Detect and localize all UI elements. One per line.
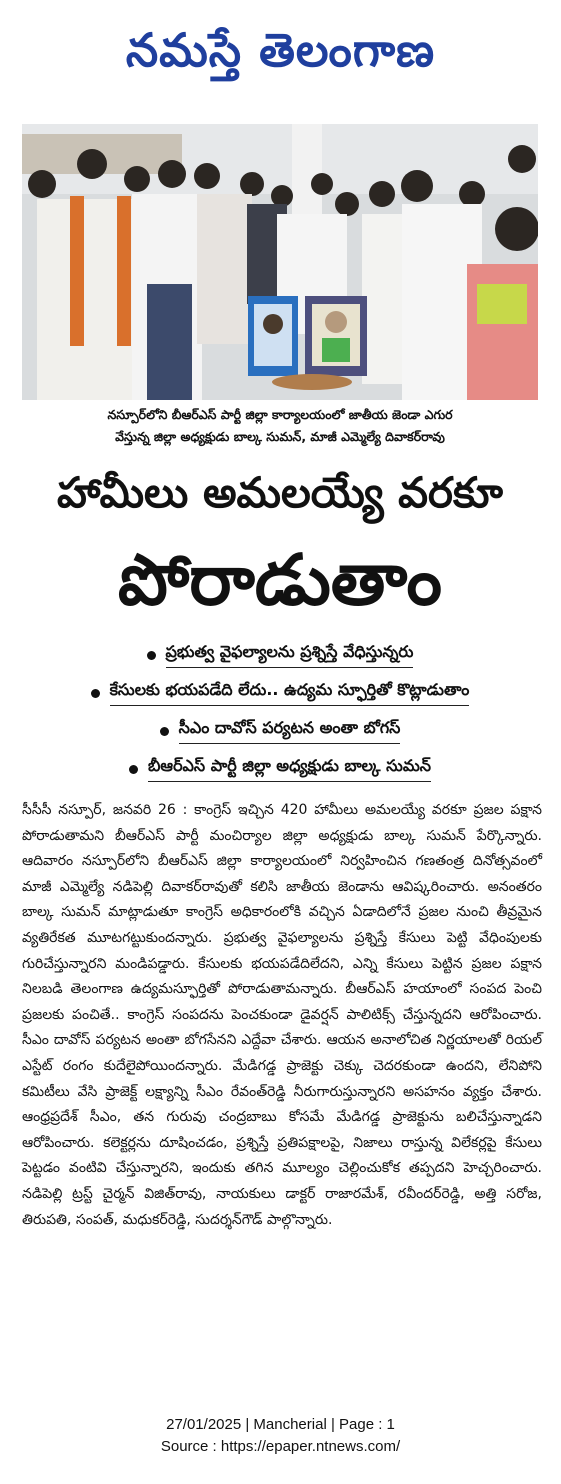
page-footer	[0, 1414, 561, 1458]
photo-icon	[22, 124, 538, 400]
bullet-item	[22, 636, 538, 674]
newspaper-title: నమస్తే తెలంగాణ	[125, 23, 436, 77]
edition-info: 27/01/2025 | Mancherial | Page : 1	[166, 1416, 395, 1433]
bullet-dot-icon	[129, 765, 138, 774]
bullet-text: ప్రభుత్వ వైఫల్యాలను ప్రశ్నిస్తే వేధిస్తున్నరు	[166, 642, 414, 668]
bullet-item	[22, 750, 538, 788]
bullet-dot-icon	[91, 689, 100, 698]
bullet-text: బీఆర్‌ఎస్ పార్టీ జిల్లా అధ్యక్షుడు బాల్క సుమన్	[148, 756, 431, 782]
caption-line: వేస్తున్న జిల్లా అధ్యక్షుడు బాల్క సుమన్, మాజీ ఎమ్మెల్యే దివాకర్‌రావు	[115, 429, 445, 444]
headline-kicker: హామీలు అమలయ్యే వరకూ	[57, 468, 503, 517]
bullet-text: కేసులకు భయపడేది లేదు.. ఉద్యమ స్ఫూర్తితో కొట్లాడుతాం	[110, 680, 470, 706]
source-link: Source : https://epaper.ntnews.com/	[160, 1438, 401, 1455]
bullet-item	[22, 712, 538, 750]
photo-caption	[22, 404, 538, 448]
bullet-text: సీఎం దావోస్ పర్యటన అంతా బోగస్	[179, 718, 401, 744]
highlight-bullets	[22, 636, 538, 788]
bullet-dot-icon	[160, 727, 169, 736]
news-photo	[22, 124, 538, 400]
caption-line: నస్పూర్‌లోని బీఆర్‌ఎస్ పార్టీ జిల్లా కార్యాలయంలో జాతీయ జెండా ఎగుర	[107, 407, 453, 422]
bullet-item	[22, 674, 538, 712]
article-body: సీసీసీ నస్పూర్, జనవరి 26 : కాంగ్రెస్ ఇచ్చిన 420 హామీలు అమలయ్యే వరకూ ప్రజల పక్షాన పోరాడుతామని బీఆర్‌ఎస్ పార్టీ మంచిర్యాల జిల్లా అధ్యక్షుడు బాల్క సుమన్ పేర్కొన్నారు. ఆదివారం నస్పూర్‌లోని బీఆర్‌ఎస్ జిల్లా కార్యాలయంలో నిర్వహించిన గణతంత్ర దినోత్సవంలో మాజీ ఎమ్మెల్యే నడిపెల్లి దివాకర్‌రావుతో కలిసి జాతీయ జెండాను ఆవిష్కరించారు. అనంతరం బాల్క సుమన్ మాట్లాడుతూ కాంగ్రెస్ అధికారంలోకి వచ్చిన ఏడాదిలోనే ప్రజల నుంచి తీవ్రమైన వ్యతిరేకత మూటగట్టుకుందన్నారు. ప్రభుత్వ వైఫల్యాలను ప్రశ్నిస్తే కేసులు పెట్టి వేధింపులకు గురిచేస్తున్నారని మండిపడ్డారు. కేసులకు భయపడేదిలేదని, ఎన్ని కేసులు పెట్టిన ప్రజల పక్షాన నిలబడి తెలంగాణ ఉద్యమస్ఫూర్తితో పోరాడుతామన్నారు. బీఆర్‌ఎస్ హయాంలో సంపద పెంచి ప్రజలకు పంచితే.. కాంగ్రెస్ సంపదను పెంచకుండా డైవర్షన్ పాలిటిక్స్ చేస్తున్నదని ఆరోపించారు. సీఎం దావోస్ పర్యటన అంతా బోగసేనని ఎద్దేవా చేశారు. ఆయన అనాలోచిత నిర్ణయాలతో రియల్ ఎస్టేట్ రంగం కుదేలైపోయిందన్నారు. మేడిగడ్డ ప్రాజెక్టు చెక్కు చెదరకుండా ఉందని, లేనిపోని కమిటీలు వేసి ప్రాజెక్ట్ లక్ష్యాన్ని సీఎం రేవంత్‌రెడ్డి నీరుగారుస్తున్నారని అసహనం వ్యక్తం చేశారు. ఆంధ్రప్రదేశ్ సీఎం, తన గురువు చంద్రబాబు కోసమే మేడిగడ్డ ప్రాజెక్టును బలిచేస్తున్నాడని ఆరోపించారు. కలెక్టర్లను దూషించడం, ప్రశ్నిస్తే ప్రతిపక్షాలపై, నిజాలు రాస్తున్న విలేకర్లపై కేసులు పెట్టడం వంటివి చేస్తున్నారని, ఇందుకు తగిన మూల్యం చెల్లించుకోక తప్పదని హెచ్చరించారు. నడిపెల్లి ట్రస్ట్ చైర్మన్ విజిత్‌రావు, నాయకులు డాక్టర్ రాజారమేశ్, రవీందర్‌రెడ్డి, అత్తి సరోజ, తిరుపతి, సంపత్, మధుకర్‌రెడ్డి, సుదర్శన్‌గౌడ్ పాల్గొన్నారు.	[22, 802, 542, 1228]
bullet-dot-icon	[147, 651, 156, 660]
headline-main: పోరాడుతాం	[117, 539, 443, 621]
masthead	[20, 0, 541, 112]
